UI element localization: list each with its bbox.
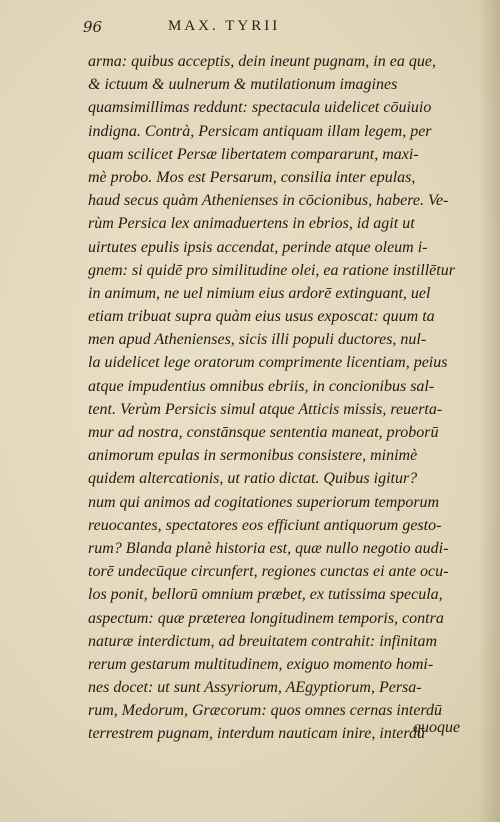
text-line: rùm Persica lex animaduertens in ebrios, id agit ut (88, 215, 415, 233)
text-line: rerum gestarum multitudinem, exiguo momento homi- (88, 655, 434, 673)
text-line: quidem altercationis, ut ratio dictat. Quibus igitur? (88, 470, 418, 488)
text-line: los ponit, bellorū omnium præbet, ex tutissima specula, (88, 586, 443, 604)
text-line: etiam tribuat supra quàm eius usus exposcat: quum ta (88, 308, 435, 326)
page-number: 96 (83, 18, 103, 36)
text-line: reuocantes, spectatores eos efficiunt antiquorum gesto- (88, 516, 442, 534)
body-text (88, 50, 464, 746)
running-head: MAX. TYRII (168, 18, 281, 34)
text-line: quam scilicet Persæ libertatem compararunt, maxi- (88, 145, 419, 163)
text-line: aspectum: quæ præterea longitudinem temporis, contra (88, 609, 444, 627)
text-line: torē undecūque circunfert, regiones cunctas ei ante ocu- (88, 563, 449, 581)
text-line: gnem: si quidē pro similitudine olei, ea ratione instillētur (88, 261, 455, 279)
text-line: num qui animos ad cogitationes superiorum temporum (88, 493, 440, 511)
text-line: quamsimillimas reddunt: spectacula uidelicet cōuiuio (88, 99, 432, 117)
text-line: nes docet: ut sunt Assyriorum, AEgyptiorum, Persa- (88, 679, 422, 697)
text-line: atque impudentius omnibus ebriis, in concionibus sal- (88, 377, 435, 395)
text-line: rum, Medorum, Græcorum: quos omnes cernas interdū (88, 702, 443, 720)
page-header (0, 18, 500, 38)
text-line: haud secus quàm Athenienses in cōcionibus, habere. Ve- (88, 192, 449, 210)
page-gutter-shadow (478, 0, 500, 822)
text-line: mur ad nostra, constānsque sententia maneat, proborū (88, 424, 439, 441)
text-line: rum? Blanda planè historia est, quæ nullo negotio audi- (88, 539, 449, 557)
text-line: arma: quibus acceptis, dein ineunt pugnam, in ea que, (88, 53, 436, 70)
text-line: & ictuum & uulnerum & mutilationum imagines (88, 76, 398, 94)
text-line: indigna. Contrà, Persicam antiquam illam legem, per (88, 122, 432, 140)
text-line: in animum, ne uel nimium eius ardorē extinguant, uel (88, 284, 431, 302)
text-line: uirtutes epulis ipsis accendat, perinde atque oleum i- (88, 238, 428, 256)
text-line: mè probo. Mos est Persarum, consilia inter epulas, (88, 168, 416, 186)
text-line: la uidelicet lege oratorum comprimente licentiam, peius (88, 354, 448, 372)
text-line: men apud Athenienses, sicis illi populi ductores, nul- (88, 331, 427, 349)
text-line: animorum epulas in sermonibus consistere, minimè (88, 447, 418, 465)
text-line: terrestrem pugnam, interdum nauticam inire, interdū (88, 725, 425, 743)
text-line: naturæ interdictum, ad breuitatem contrahit: infinitam (88, 632, 438, 650)
text-line: tent. Verùm Persicis simul atque Atticis missis, reuerta- (88, 400, 443, 418)
catchword: quoque (413, 719, 461, 736)
